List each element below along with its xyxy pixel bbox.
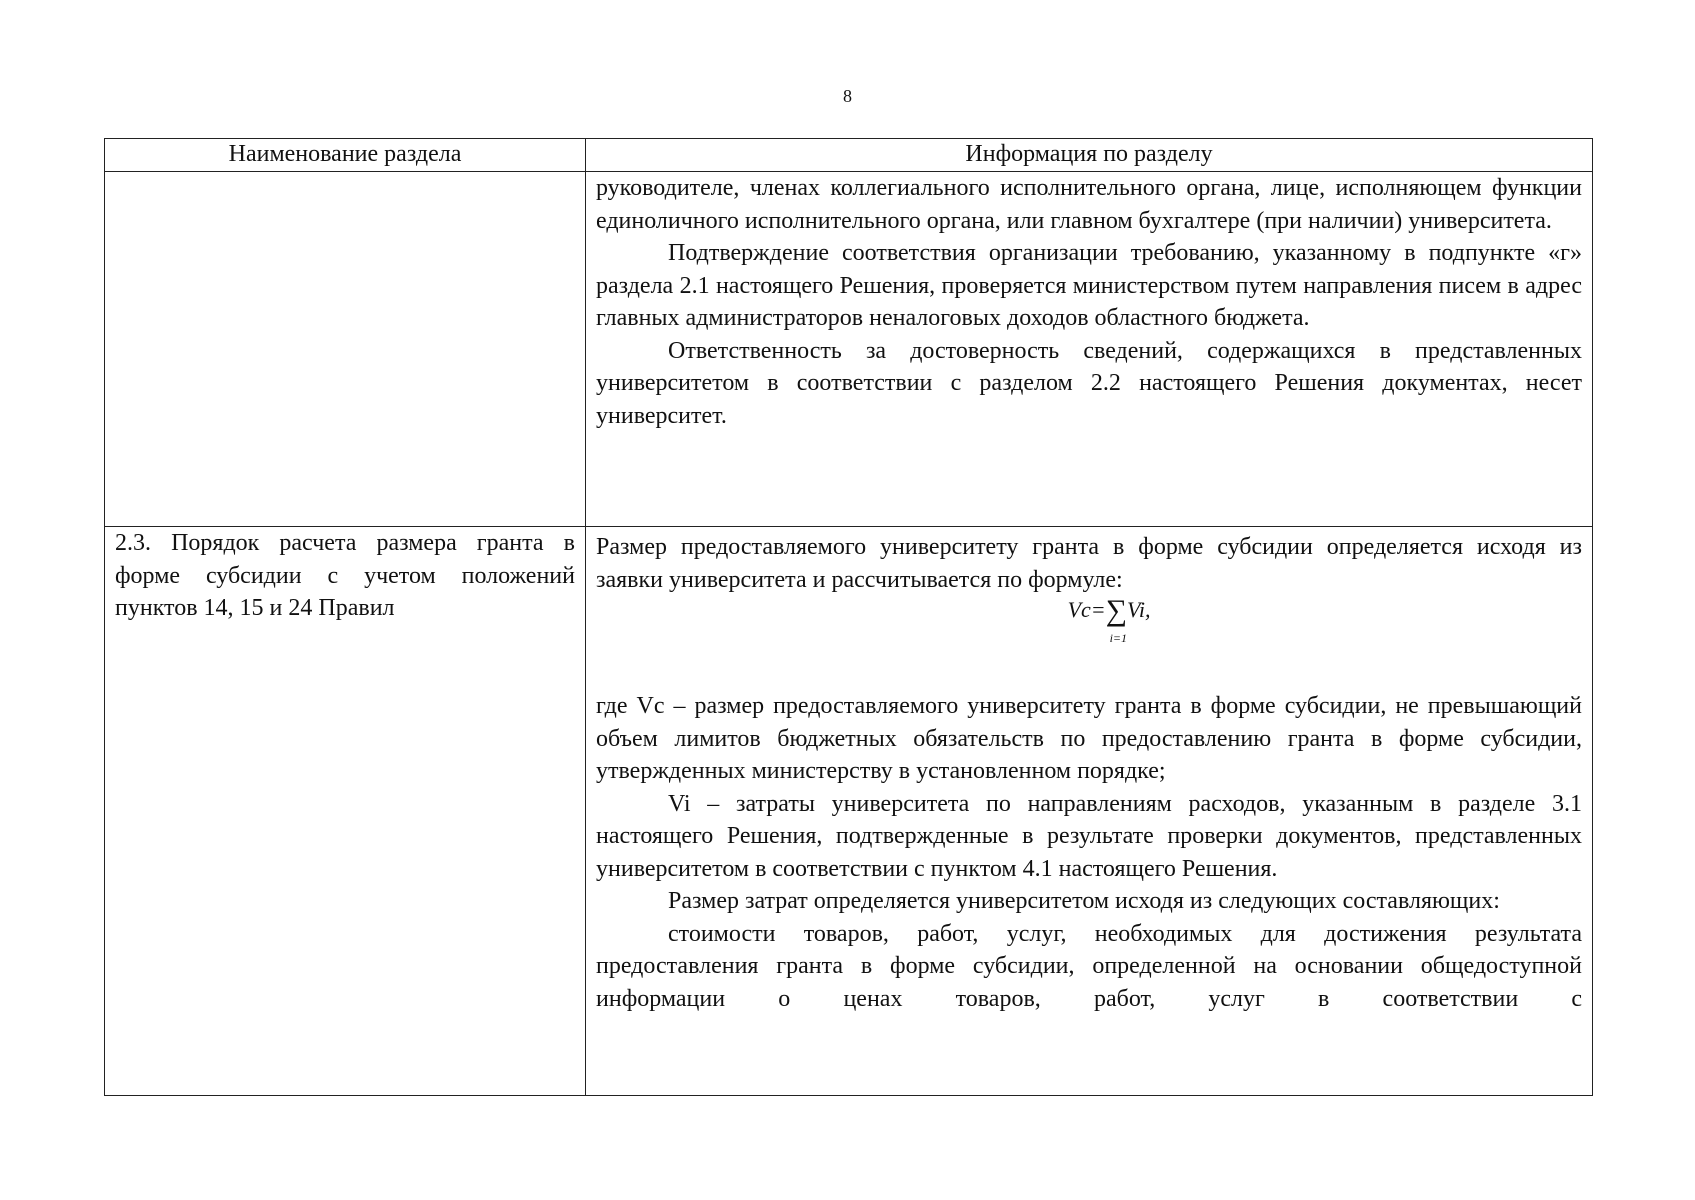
header-section-info: Информация по разделу — [586, 139, 1593, 172]
table-row — [105, 172, 1593, 527]
table-row — [105, 527, 1593, 1096]
paragraph: Ответственность за достоверность сведений, содержащихся в представленных университетом в соответствии с разделом 2.2 настоящего Решения документах, несет университет. — [596, 337, 1582, 429]
section-title: 2.3. Порядок расчета размера гранта в форме субсидии с учетом положений пунктов 14, 15 и 24 Правил — [115, 530, 575, 621]
row2-section-info — [586, 527, 1593, 1096]
formula-lhs: Vc — [1067, 597, 1091, 622]
paragraph: стоимости товаров, работ, услуг, необходимых для достижения результата предоставления гранта в форме субсидии, определенной на основании общедоступной информации о ценах товаров, работ, услуг в соответствии с — [596, 920, 1582, 1012]
paragraph: где Vc – размер предоставляемого университету гранта в форме субсидии, не превышающий объем лимитов бюджетных обязательств по предоставлению гранта в форме субсидии, утвержденных министерству в установленном порядке; — [596, 693, 1582, 784]
row1-section-info — [586, 172, 1593, 527]
row2-section-name — [105, 527, 586, 1096]
header-section-name: Наименование раздела — [105, 139, 586, 172]
paragraph: Vi – затраты университета по направлениям расходов, указанным в разделе 3.1 настоящего Решения, подтвержденные в результате проверки документов, представленных университетом в соответствии с пунктом 4.1 настоящего Решения. — [596, 790, 1582, 882]
row1-section-name — [105, 172, 586, 527]
sigma-symbol: ∑ — [1105, 594, 1128, 627]
formula-equals: = — [1090, 597, 1106, 622]
paragraph: Подтверждение соответствия организации требованию, указанному в подпункте «г» раздела 2.1 настоящего Решения, проверяется министерством путем направления писем в адрес главных администраторов неналоговых доходов областного бюджета. — [596, 240, 1582, 331]
paragraph: руководителе, членах коллегиального исполнительного органа, лице, исполняющем функции единоличного исполнительного органа, или главном бухгалтере (при наличии) университета. — [596, 175, 1582, 234]
formula-rhs: Vi — [1127, 597, 1145, 622]
formula-comma: , — [1144, 597, 1151, 622]
section-table — [104, 138, 1593, 1096]
paragraph: Размер предоставляемого университету гранта в форме субсидии определяется исходя из заявки университета и рассчитывается по формуле: — [596, 534, 1582, 593]
paragraph: Размер затрат определяется университетом исходя из следующих составляющих: — [668, 888, 1500, 914]
page-number: 8 — [843, 86, 852, 106]
sum-formula — [596, 594, 1582, 690]
formula-subscript: i=1 — [1109, 631, 1127, 645]
table-header-row — [105, 139, 1593, 172]
